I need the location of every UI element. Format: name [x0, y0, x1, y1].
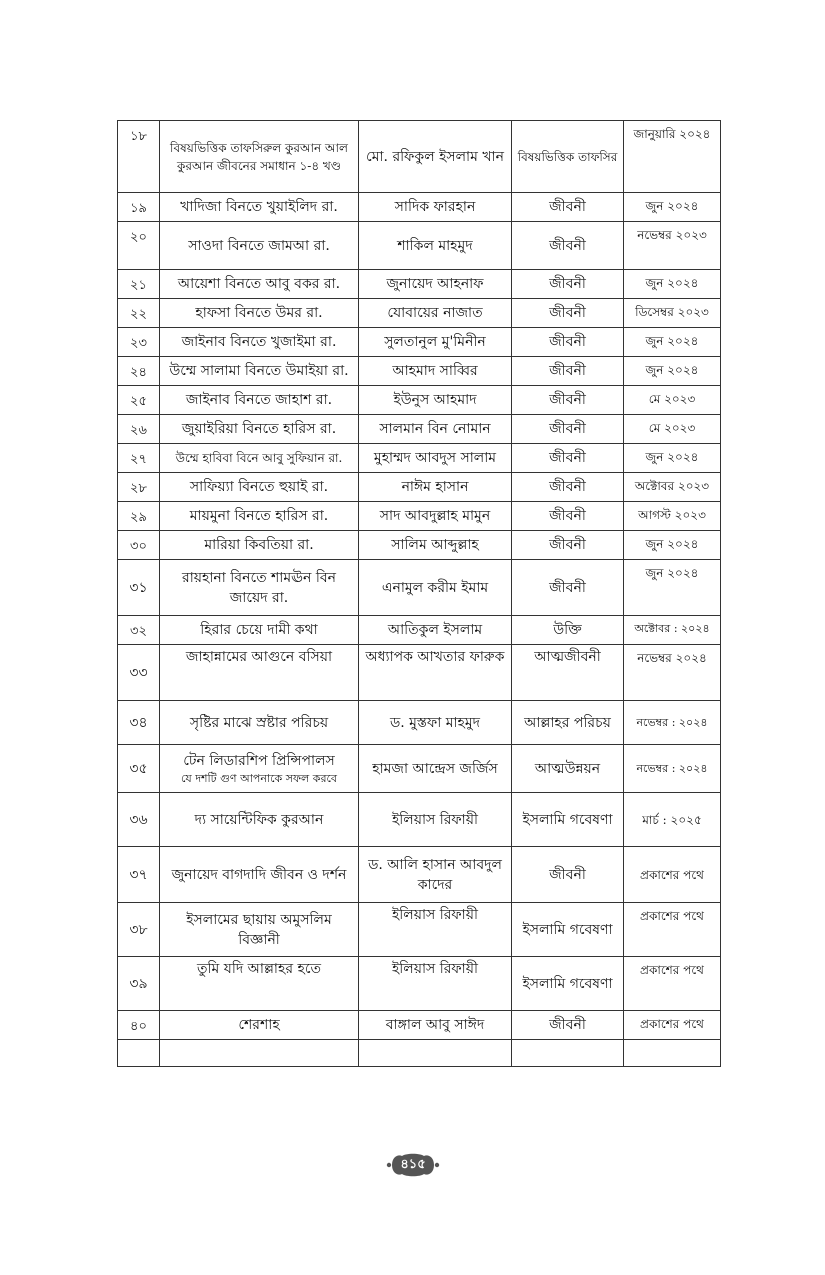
table-row	[118, 531, 721, 560]
title-cell: সাফিয়্যা বিনতে হুয়াই রা.	[160, 473, 359, 502]
table-row-empty	[118, 1040, 721, 1067]
author-cell-empty	[359, 1040, 512, 1067]
serial-cell: ১৯	[118, 193, 160, 222]
serial-cell: ৩৩	[118, 645, 160, 701]
author-cell: আহমাদ সাব্বির	[359, 357, 512, 386]
category-cell: বিষয়ভিত্তিক তাফসির	[512, 121, 624, 193]
serial-cell: ২৯	[118, 502, 160, 531]
date-cell: জুন ২০২৪	[624, 531, 721, 560]
category-cell: উক্তি	[512, 616, 624, 645]
date-cell: অক্টোবর : ২০২৪	[624, 616, 721, 645]
date-cell: মে ২০২৩	[624, 386, 721, 415]
serial-cell: ৩৭	[118, 847, 160, 903]
category-cell: আল্লাহর পরিচয়	[512, 701, 624, 745]
category-cell: জীবনী	[512, 560, 624, 616]
serial-cell: ৩০	[118, 531, 160, 560]
date-cell: জুন ২০২৪	[624, 270, 721, 299]
date-cell: প্রকাশের পথে	[624, 957, 721, 1011]
table-row	[118, 701, 721, 745]
serial-cell: ২৫	[118, 386, 160, 415]
title-cell: হিরার চেয়ে দামী কথা	[160, 616, 359, 645]
author-cell: ইউনুস আহমাদ	[359, 386, 512, 415]
category-cell: জীবনী	[512, 386, 624, 415]
date-cell-empty	[624, 1040, 721, 1067]
date-cell: মার্চ : ২০২৫	[624, 793, 721, 847]
date-cell: মে ২০২৩	[624, 415, 721, 444]
table-row	[118, 444, 721, 473]
serial-cell: ৩২	[118, 616, 160, 645]
date-cell: জুন ২০২৪	[624, 560, 721, 616]
author-cell: মো. রফিকুল ইসলাম খান	[359, 121, 512, 193]
category-cell: জীবনী	[512, 328, 624, 357]
serial-cell: ২১	[118, 270, 160, 299]
category-cell: জীবনী	[512, 415, 624, 444]
category-cell: জীবনী	[512, 531, 624, 560]
category-cell: জীবনী	[512, 847, 624, 903]
author-cell: ইলিয়াস রিফায়ী	[359, 903, 512, 957]
title-cell: মায়মুনা বিনতে হারিস রা.	[160, 502, 359, 531]
title-main: টেন লিডারশিপ প্রিন্সিপালস	[183, 753, 335, 769]
serial-cell: ২৭	[118, 444, 160, 473]
title-cell: উম্মে হাবিবা বিনে আবু সুফিয়ান রা.	[160, 444, 359, 473]
table-row	[118, 847, 721, 903]
table-row	[118, 193, 721, 222]
table-row	[118, 328, 721, 357]
author-cell: ইলিয়াস রিফায়ী	[359, 957, 512, 1011]
serial-cell: ২৮	[118, 473, 160, 502]
title-cell: খাদিজা বিনতে খুয়াইলিদ রা.	[160, 193, 359, 222]
category-cell: ইসলামি গবেষণা	[512, 957, 624, 1011]
author-cell: এনামুল করীম ইমাম	[359, 560, 512, 616]
author-cell: সালিম আব্দুল্লাহ	[359, 531, 512, 560]
author-cell: যোবায়ের নাজাত	[359, 299, 512, 328]
date-cell: নভেম্বর ২০২৪	[624, 645, 721, 701]
author-cell: সাদ আবদুল্লাহ মামুন	[359, 502, 512, 531]
title-cell: হাফসা বিনতে উমর রা.	[160, 299, 359, 328]
serial-cell: ৪০	[118, 1011, 160, 1040]
category-cell: জীবনী	[512, 473, 624, 502]
author-cell: শাকিল মাহমুদ	[359, 222, 512, 270]
page-number: ৪১৫	[400, 1156, 426, 1172]
category-cell: জীবনী	[512, 222, 624, 270]
title-cell: মারিয়া কিবতিয়া রা.	[160, 531, 359, 560]
category-cell: জীবনী	[512, 270, 624, 299]
date-cell: প্রকাশের পথে	[624, 1011, 721, 1040]
title-cell: জাহান্নামের আগুনে বসিয়া	[160, 645, 359, 701]
author-cell: জুনায়েদ আহনাফ	[359, 270, 512, 299]
serial-cell-empty	[118, 1040, 160, 1067]
date-cell: জুন ২০২৪	[624, 193, 721, 222]
table-row	[118, 299, 721, 328]
serial-cell: ৩৬	[118, 793, 160, 847]
table-row	[118, 745, 721, 793]
table-row	[118, 957, 721, 1011]
title-cell: জাইনাব বিনতে খুজাইমা রা.	[160, 328, 359, 357]
date-cell: ডিসেম্বর ২০২৩	[624, 299, 721, 328]
serial-cell: ৩৪	[118, 701, 160, 745]
author-cell: ইলিয়াস রিফায়ী	[359, 793, 512, 847]
author-cell: সাদিক ফারহান	[359, 193, 512, 222]
serial-cell: ৩৫	[118, 745, 160, 793]
title-cell: জাইনাব বিনতে জাহাশ রা.	[160, 386, 359, 415]
serial-cell: ২৬	[118, 415, 160, 444]
title-cell: ইসলামের ছায়ায় অমুসলিম বিজ্ঞানী	[160, 903, 359, 957]
title-cell: জুয়াইরিয়া বিনতে হারিস রা.	[160, 415, 359, 444]
table-row	[118, 560, 721, 616]
title-cell-empty	[160, 1040, 359, 1067]
category-cell: আত্মজীবনী	[512, 645, 624, 701]
serial-cell: ২২	[118, 299, 160, 328]
table-row	[118, 222, 721, 270]
serial-cell: ২৩	[118, 328, 160, 357]
serial-cell: ১৮	[118, 121, 160, 193]
author-cell: হামজা আন্দ্রেস জর্জিস	[359, 745, 512, 793]
category-cell: জীবনী	[512, 299, 624, 328]
table-row	[118, 502, 721, 531]
date-cell: প্রকাশের পথে	[624, 903, 721, 957]
publication-table	[117, 120, 721, 1067]
title-cell: সাওদা বিনতে জামআ রা.	[160, 222, 359, 270]
category-cell: জীবনী	[512, 444, 624, 473]
author-cell: অধ্যাপক আখতার ফারুক	[359, 645, 512, 701]
author-cell: আতিকুল ইসলাম	[359, 616, 512, 645]
table-row	[118, 357, 721, 386]
serial-cell: ২৪	[118, 357, 160, 386]
date-cell: নভেম্বর ২০২৩	[624, 222, 721, 270]
table-row	[118, 473, 721, 502]
title-cell: দ্য সায়েন্টিফিক কুরআন	[160, 793, 359, 847]
table-row	[118, 793, 721, 847]
date-cell: জুন ২০২৪	[624, 444, 721, 473]
title-cell: সৃষ্টির মাঝে স্রষ্টার পরিচয়	[160, 701, 359, 745]
date-cell: জুন ২০২৪	[624, 357, 721, 386]
author-cell: মুহাম্মদ আবদুস সালাম	[359, 444, 512, 473]
category-cell: জীবনী	[512, 1011, 624, 1040]
table-row	[118, 386, 721, 415]
title-cell	[160, 745, 359, 793]
category-cell: জীবনী	[512, 502, 624, 531]
title-subtitle: যে দশটি গুণ আপনাকে সফল করবে	[180, 772, 338, 785]
serial-cell: ৩৮	[118, 903, 160, 957]
date-cell: জানুয়ারি ২০২৪	[624, 121, 721, 193]
title-cell: বিষয়ভিত্তিক তাফসিরুল কুরআন আল কুরআন জীবনের সমাধান ১-৪ খণ্ড	[160, 121, 359, 193]
date-cell: নভেম্বর : ২০২৪	[624, 701, 721, 745]
category-cell: জীবনী	[512, 357, 624, 386]
author-cell: সালমান বিন নোমান	[359, 415, 512, 444]
category-cell: ইসলামি গবেষণা	[512, 903, 624, 957]
category-cell: আত্মউন্নয়ন	[512, 745, 624, 793]
serial-cell: ৩১	[118, 560, 160, 616]
category-cell: জীবনী	[512, 193, 624, 222]
date-cell: আগস্ট ২০২৩	[624, 502, 721, 531]
serial-cell: ৩৯	[118, 957, 160, 1011]
serial-cell: ২০	[118, 222, 160, 270]
title-cell: আয়েশা বিনতে আবু বকর রা.	[160, 270, 359, 299]
table-row	[118, 270, 721, 299]
author-cell: ড. আলি হাসান আবদুল কাদের	[359, 847, 512, 903]
author-cell: বাঙ্গাল আবু সাঈদ	[359, 1011, 512, 1040]
author-cell: নাঈম হাসান	[359, 473, 512, 502]
date-cell: জুন ২০২৪	[624, 328, 721, 357]
author-cell: সুলতানুল মু'মিনীন	[359, 328, 512, 357]
table-row	[118, 616, 721, 645]
table-row	[118, 903, 721, 957]
date-cell: নভেম্বর : ২০২৪	[624, 745, 721, 793]
table-row	[118, 645, 721, 701]
date-cell: অক্টোবর ২০২৩	[624, 473, 721, 502]
category-cell-empty	[512, 1040, 624, 1067]
title-cell: জুনায়েদ বাগদাদি জীবন ও দর্শন	[160, 847, 359, 903]
title-cell: উম্মে সালামা বিনতে উমাইয়া রা.	[160, 357, 359, 386]
author-cell: ড. মুস্তফা মাহমুদ	[359, 701, 512, 745]
table-row	[118, 121, 721, 193]
title-cell: তুমি যদি আল্লাহর হতে	[160, 957, 359, 1011]
table-row	[118, 415, 721, 444]
title-cell: রায়হানা বিনতে শামঊন বিন জায়েদ রা.	[160, 560, 359, 616]
title-cell: শেরশাহ	[160, 1011, 359, 1040]
table-row	[118, 1011, 721, 1040]
category-cell: ইসলামি গবেষণা	[512, 793, 624, 847]
page-number-badge	[386, 1151, 440, 1179]
date-cell: প্রকাশের পথে	[624, 847, 721, 903]
